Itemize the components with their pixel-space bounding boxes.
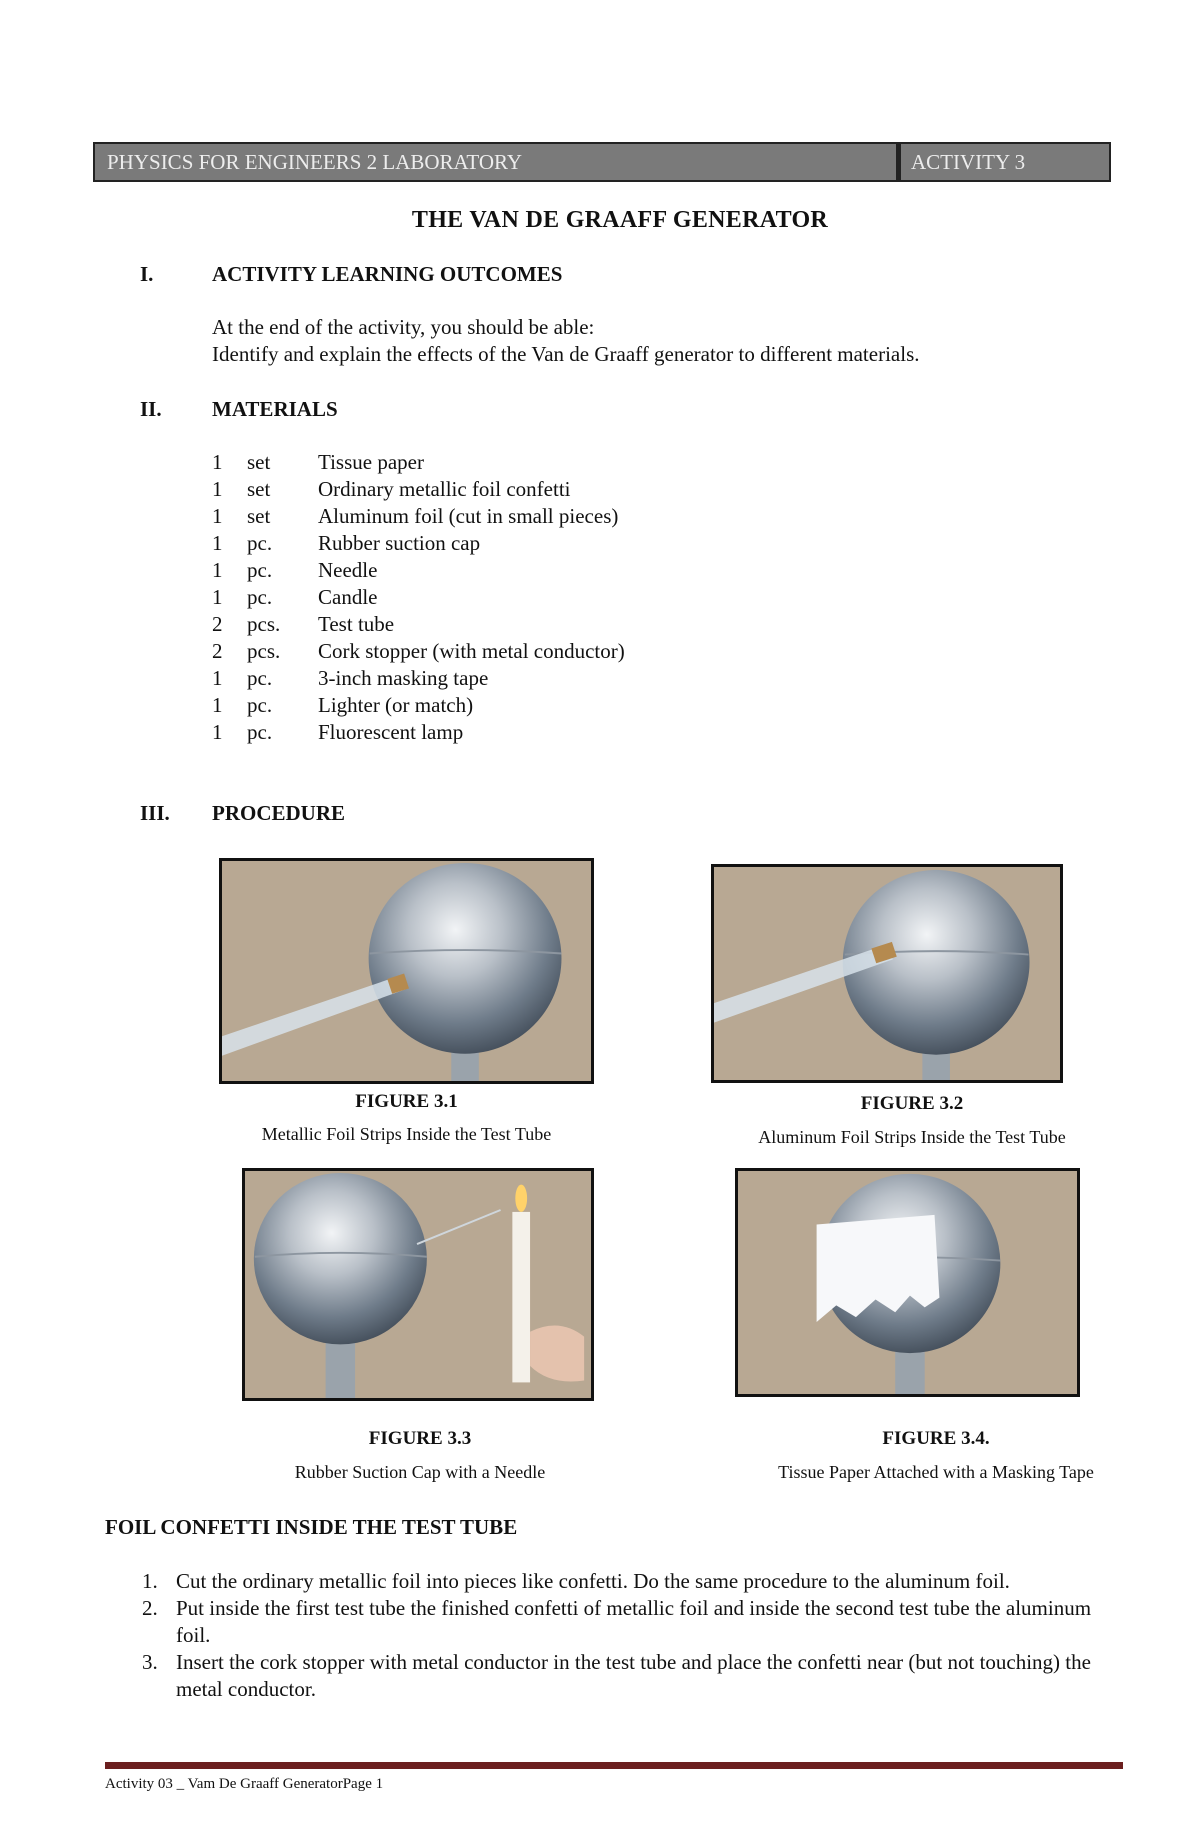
procedure-steps — [142, 1568, 1122, 1703]
step-number: 2. — [142, 1596, 158, 1620]
section-3-number: III. — [140, 801, 170, 825]
material-qty: 2 — [212, 639, 223, 663]
material-name: Test tube — [318, 612, 395, 636]
list-item — [142, 1595, 1122, 1649]
material-name: Aluminum foil (cut in small pieces) — [318, 504, 619, 528]
section-2-title: MATERIALS — [212, 397, 338, 421]
material-unit: set — [247, 450, 271, 474]
material-unit: pc. — [247, 666, 273, 690]
material-name: Needle — [318, 558, 378, 582]
material-unit: pc. — [247, 531, 273, 555]
figure-3-1-caption: Metallic Foil Strips Inside the Test Tube — [261, 1124, 552, 1144]
figure-3-4-label: FIGURE 3.4. — [882, 1428, 990, 1449]
outcomes-intro: At the end of the activity, you should be able: — [212, 315, 595, 339]
figure-3-2-photo — [711, 864, 1063, 1083]
step-text: Insert the cork stopper with metal conductor in the test tube and place the confetti near (but not touching) the metal conductor. — [176, 1650, 1091, 1701]
footer-divider — [105, 1762, 1123, 1769]
material-name: Tissue paper — [318, 450, 424, 474]
material-qty: 1 — [212, 720, 223, 744]
material-unit: pc. — [247, 585, 273, 609]
figure-3-4-caption: Tissue Paper Attached with a Masking Tape — [778, 1462, 1094, 1482]
material-unit: set — [247, 477, 271, 501]
material-qty: 1 — [212, 477, 223, 501]
figure-3-1-label: FIGURE 3.1 — [355, 1091, 458, 1112]
material-unit: pcs. — [247, 612, 281, 636]
material-name: Candle — [318, 585, 378, 609]
material-qty: 1 — [212, 531, 223, 555]
material-qty: 2 — [212, 612, 223, 636]
material-qty: 1 — [212, 504, 223, 528]
material-qty: 1 — [212, 666, 223, 690]
material-name: Fluorescent lamp — [318, 720, 464, 744]
activity-number: ACTIVITY 3 — [898, 142, 1111, 182]
material-name: 3-inch masking tape — [318, 666, 489, 690]
figure-3-2-caption: Aluminum Foil Strips Inside the Test Tube — [758, 1127, 1066, 1147]
footer-text: Activity 03 _ Vam De Graaff GeneratorPage 1 — [105, 1776, 384, 1792]
subsection-title: FOIL CONFETTI INSIDE THE TEST TUBE — [105, 1515, 518, 1539]
step-text: Put inside the first test tube the finished confetti of metallic foil and inside the second test tube the aluminum foil. — [176, 1596, 1092, 1647]
material-qty: 1 — [212, 585, 223, 609]
step-text: Cut the ordinary metallic foil into pieces like confetti. Do the same procedure to the aluminum foil. — [176, 1569, 1010, 1593]
step-number: 3. — [142, 1650, 158, 1674]
section-3-title: PROCEDURE — [212, 801, 346, 825]
figure-3-2-label: FIGURE 3.2 — [860, 1093, 964, 1114]
material-unit: pc. — [247, 693, 273, 717]
list-item — [142, 1649, 1122, 1703]
outcomes-text: Identify and explain the effects of the Van de Graaff generator to different materials. — [212, 342, 920, 366]
material-name: Cork stopper (with metal conductor) — [318, 639, 625, 663]
material-qty: 1 — [212, 558, 223, 582]
document-title: THE VAN DE GRAAFF GENERATOR — [411, 207, 829, 233]
material-name: Ordinary metallic foil confetti — [318, 477, 571, 501]
material-qty: 1 — [212, 450, 223, 474]
material-name: Rubber suction cap — [318, 531, 481, 555]
section-2-number: II. — [140, 397, 162, 421]
section-1-number: I. — [140, 262, 154, 286]
step-number: 1. — [142, 1569, 158, 1593]
material-unit: pc. — [247, 558, 273, 582]
material-unit: pcs. — [247, 639, 281, 663]
material-qty: 1 — [212, 693, 223, 717]
figure-3-1-photo — [219, 858, 594, 1084]
header-bar — [93, 142, 1111, 182]
figure-3-3-caption: Rubber Suction Cap with a Needle — [294, 1462, 546, 1482]
figure-3-3-photo — [242, 1168, 594, 1401]
list-item — [142, 1568, 1122, 1595]
material-name: Lighter (or match) — [318, 693, 474, 717]
material-unit: set — [247, 504, 271, 528]
course-title: PHYSICS FOR ENGINEERS 2 LABORATORY — [93, 142, 898, 182]
figure-3-3-label: FIGURE 3.3 — [368, 1428, 472, 1449]
material-unit: pc. — [247, 720, 273, 744]
section-1-title: ACTIVITY LEARNING OUTCOMES — [212, 262, 563, 286]
figure-3-4-photo — [735, 1168, 1080, 1397]
